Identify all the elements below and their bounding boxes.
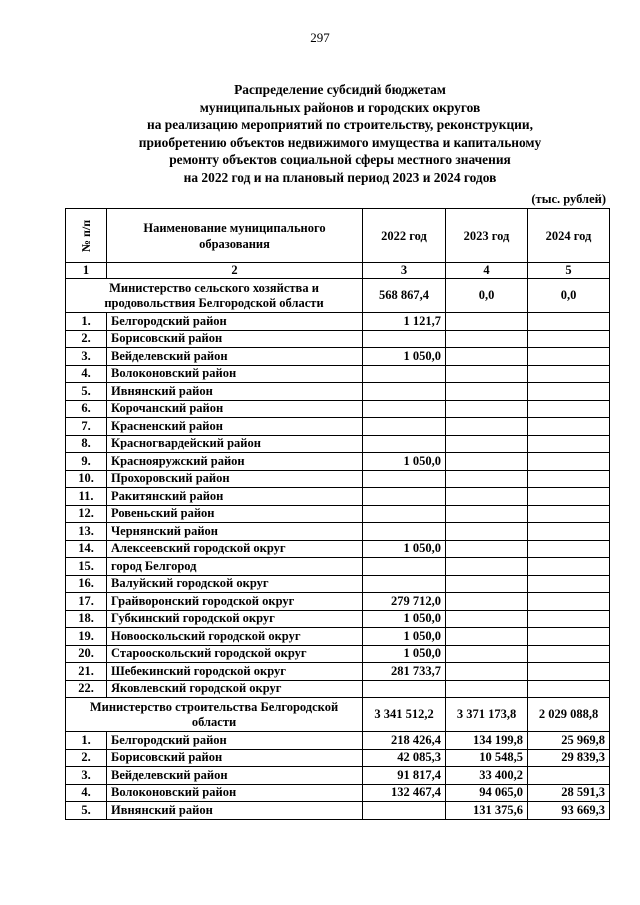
ministry-row bbox=[66, 279, 610, 313]
municipality-name: Ракитянский район bbox=[107, 488, 363, 506]
ministry-total-2023: 0,0 bbox=[446, 279, 528, 313]
column-number: 5 bbox=[528, 263, 610, 279]
municipality-name: Волоконовский район bbox=[107, 784, 363, 802]
row-number: 20. bbox=[66, 645, 107, 663]
municipality-name: Красненский район bbox=[107, 418, 363, 436]
row-number: 8. bbox=[66, 435, 107, 453]
amount-2024: 25 969,8 bbox=[528, 732, 610, 750]
amount-2024 bbox=[528, 558, 610, 576]
amount-2024 bbox=[528, 593, 610, 611]
table-header-row bbox=[66, 209, 610, 263]
amount-2023 bbox=[446, 593, 528, 611]
row-number: 16. bbox=[66, 575, 107, 593]
municipality-name: Краснояружский район bbox=[107, 453, 363, 471]
table-row bbox=[66, 593, 610, 611]
municipality-name: Старооскольский городской округ bbox=[107, 645, 363, 663]
table-row bbox=[66, 663, 610, 681]
municipality-name: Прохоровский район bbox=[107, 470, 363, 488]
row-number: 19. bbox=[66, 628, 107, 646]
municipality-name: Грайворонский городской округ bbox=[107, 593, 363, 611]
amount-2024: 29 839,3 bbox=[528, 749, 610, 767]
municipality-name: Ивнянский район bbox=[107, 383, 363, 401]
amount-2023 bbox=[446, 505, 528, 523]
row-number: 1. bbox=[66, 313, 107, 331]
title-line: на реализацию мероприятий по строительству, реконструкции, bbox=[147, 117, 533, 132]
amount-2023 bbox=[446, 383, 528, 401]
table-row bbox=[66, 628, 610, 646]
amount-2022: 1 050,0 bbox=[363, 628, 446, 646]
amount-2023 bbox=[446, 523, 528, 541]
municipality-name: Новооскольский городской округ bbox=[107, 628, 363, 646]
row-number: 6. bbox=[66, 400, 107, 418]
municipality-name: Борисовский район bbox=[107, 330, 363, 348]
amount-2023 bbox=[446, 680, 528, 698]
amount-2023 bbox=[446, 610, 528, 628]
page-number: 297 bbox=[310, 30, 330, 45]
table-row bbox=[66, 313, 610, 331]
amount-2023: 10 548,5 bbox=[446, 749, 528, 767]
table-row bbox=[66, 575, 610, 593]
amount-2022 bbox=[363, 488, 446, 506]
ministry-total-2023: 3 371 173,8 bbox=[446, 698, 528, 732]
table-row bbox=[66, 802, 610, 820]
row-number: 1. bbox=[66, 732, 107, 750]
amount-2022: 1 050,0 bbox=[363, 348, 446, 366]
ministry-total-2024: 2 029 088,8 bbox=[528, 698, 610, 732]
amount-2022: 1 050,0 bbox=[363, 610, 446, 628]
municipality-name: город Белгород bbox=[107, 558, 363, 576]
row-number: 10. bbox=[66, 470, 107, 488]
amount-2024 bbox=[528, 400, 610, 418]
amount-2022 bbox=[363, 418, 446, 436]
row-number: 7. bbox=[66, 418, 107, 436]
municipality-name: Белгородский район bbox=[107, 732, 363, 750]
amount-2023 bbox=[446, 558, 528, 576]
amount-2022 bbox=[363, 383, 446, 401]
amount-2024 bbox=[528, 330, 610, 348]
column-number: 1 bbox=[66, 263, 107, 279]
amount-2023 bbox=[446, 575, 528, 593]
table-row bbox=[66, 505, 610, 523]
amount-2023 bbox=[446, 435, 528, 453]
row-number: 14. bbox=[66, 540, 107, 558]
amount-2022 bbox=[363, 470, 446, 488]
row-number: 2. bbox=[66, 330, 107, 348]
amount-2023 bbox=[446, 663, 528, 681]
amount-2024 bbox=[528, 505, 610, 523]
amount-2023 bbox=[446, 540, 528, 558]
amount-2024 bbox=[528, 610, 610, 628]
amount-2022: 1 050,0 bbox=[363, 453, 446, 471]
title-line: на 2022 год и на плановый период 2023 и 2024 годов bbox=[183, 169, 497, 185]
amount-2024 bbox=[528, 435, 610, 453]
table-row bbox=[66, 732, 610, 750]
table-row bbox=[66, 645, 610, 663]
row-number: 12. bbox=[66, 505, 107, 523]
amount-2024 bbox=[528, 383, 610, 401]
table-row bbox=[66, 383, 610, 401]
amount-2022 bbox=[363, 400, 446, 418]
table-row bbox=[66, 435, 610, 453]
amount-2022: 42 085,3 bbox=[363, 749, 446, 767]
header-2022: 2022 год bbox=[363, 209, 446, 263]
amount-2022: 1 121,7 bbox=[363, 313, 446, 331]
municipality-name: Ровеньский район bbox=[107, 505, 363, 523]
municipality-name: Ивнянский район bbox=[107, 802, 363, 820]
row-number: 9. bbox=[66, 453, 107, 471]
table-row bbox=[66, 540, 610, 558]
amount-2022: 132 467,4 bbox=[363, 784, 446, 802]
amount-2022 bbox=[363, 680, 446, 698]
amount-2022 bbox=[363, 802, 446, 820]
amount-2024 bbox=[528, 663, 610, 681]
table-row bbox=[66, 488, 610, 506]
amount-2022: 91 817,4 bbox=[363, 767, 446, 785]
table-row bbox=[66, 400, 610, 418]
table-row bbox=[66, 767, 610, 785]
amount-2024 bbox=[528, 313, 610, 331]
amount-2024 bbox=[528, 680, 610, 698]
header-2024: 2024 год bbox=[528, 209, 610, 263]
municipality-name: Корочанский район bbox=[107, 400, 363, 418]
amount-2023 bbox=[446, 348, 528, 366]
column-number-row bbox=[66, 263, 610, 279]
row-number: 3. bbox=[66, 767, 107, 785]
document-title bbox=[60, 81, 620, 186]
ministry-row bbox=[66, 698, 610, 732]
amount-2022 bbox=[363, 365, 446, 383]
table-row bbox=[66, 453, 610, 471]
municipality-name: Валуйский городской округ bbox=[107, 575, 363, 593]
amount-2022 bbox=[363, 575, 446, 593]
amount-2024 bbox=[528, 523, 610, 541]
header-name: Наименование муниципального образования bbox=[107, 209, 363, 263]
subsidy-table bbox=[65, 208, 610, 820]
amount-2023 bbox=[446, 470, 528, 488]
amount-2024 bbox=[528, 348, 610, 366]
municipality-name: Яковлевский городской округ bbox=[107, 680, 363, 698]
municipality-name: Вейделевский район bbox=[107, 767, 363, 785]
amount-2023: 33 400,2 bbox=[446, 767, 528, 785]
amount-2023: 94 065,0 bbox=[446, 784, 528, 802]
municipality-name: Красногвардейский район bbox=[107, 435, 363, 453]
amount-2022: 218 426,4 bbox=[363, 732, 446, 750]
row-number: 2. bbox=[66, 749, 107, 767]
table-row bbox=[66, 365, 610, 383]
table-row bbox=[66, 749, 610, 767]
municipality-name: Белгородский район bbox=[107, 313, 363, 331]
row-number: 17. bbox=[66, 593, 107, 611]
amount-2023 bbox=[446, 330, 528, 348]
title-line: муниципальных районов и городских округов bbox=[199, 99, 481, 115]
amount-2023 bbox=[446, 365, 528, 383]
table-row bbox=[66, 470, 610, 488]
row-number: 4. bbox=[66, 784, 107, 802]
ministry-total-2022: 568 867,4 bbox=[363, 279, 446, 313]
amount-2023 bbox=[446, 418, 528, 436]
table-row bbox=[66, 523, 610, 541]
row-number: 5. bbox=[66, 802, 107, 820]
row-number: 3. bbox=[66, 348, 107, 366]
amount-2023 bbox=[446, 488, 528, 506]
amount-2023 bbox=[446, 645, 528, 663]
amount-2024: 93 669,3 bbox=[528, 802, 610, 820]
amount-2023 bbox=[446, 628, 528, 646]
table-body bbox=[66, 279, 610, 820]
amount-2022 bbox=[363, 523, 446, 541]
amount-2024 bbox=[528, 575, 610, 593]
amount-2024 bbox=[528, 453, 610, 471]
title-line: Распределение субсидий бюджетам bbox=[234, 82, 446, 97]
row-number: 22. bbox=[66, 680, 107, 698]
row-number: 21. bbox=[66, 663, 107, 681]
amount-2023 bbox=[446, 313, 528, 331]
units-label: (тыс. рублей) bbox=[531, 192, 606, 206]
amount-2024 bbox=[528, 767, 610, 785]
table-row bbox=[66, 418, 610, 436]
amount-2023 bbox=[446, 400, 528, 418]
row-number: 15. bbox=[66, 558, 107, 576]
table-row bbox=[66, 680, 610, 698]
amount-2022: 281 733,7 bbox=[363, 663, 446, 681]
column-number: 4 bbox=[446, 263, 528, 279]
amount-2024 bbox=[528, 470, 610, 488]
amount-2024 bbox=[528, 540, 610, 558]
row-number: 5. bbox=[66, 383, 107, 401]
municipality-name: Волоконовский район bbox=[107, 365, 363, 383]
amount-2022 bbox=[363, 558, 446, 576]
table-row bbox=[66, 558, 610, 576]
ministry-name: Министерство сельского хозяйства и продовольствия Белгородской области bbox=[66, 279, 363, 313]
table-row bbox=[66, 784, 610, 802]
amount-2023 bbox=[446, 453, 528, 471]
municipality-name: Шебекинский городской округ bbox=[107, 663, 363, 681]
row-number: 11. bbox=[66, 488, 107, 506]
column-number: 3 bbox=[363, 263, 446, 279]
municipality-name: Алексеевский городской округ bbox=[107, 540, 363, 558]
amount-2024 bbox=[528, 365, 610, 383]
row-number: 18. bbox=[66, 610, 107, 628]
amount-2024 bbox=[528, 488, 610, 506]
municipality-name: Вейделевский район bbox=[107, 348, 363, 366]
amount-2022 bbox=[363, 330, 446, 348]
amount-2024 bbox=[528, 645, 610, 663]
header-num: № п/п bbox=[66, 209, 107, 263]
amount-2024: 28 591,3 bbox=[528, 784, 610, 802]
row-number: 4. bbox=[66, 365, 107, 383]
ministry-name: Министерство строительства Белгородской области bbox=[66, 698, 363, 732]
table-row bbox=[66, 330, 610, 348]
amount-2022 bbox=[363, 505, 446, 523]
ministry-total-2022: 3 341 512,2 bbox=[363, 698, 446, 732]
row-number: 13. bbox=[66, 523, 107, 541]
amount-2024 bbox=[528, 628, 610, 646]
municipality-name: Губкинский городской округ bbox=[107, 610, 363, 628]
title-line: приобретению объектов недвижимого имущества и капитальному bbox=[138, 134, 542, 150]
amount-2022 bbox=[363, 435, 446, 453]
amount-2023: 131 375,6 bbox=[446, 802, 528, 820]
column-number: 2 bbox=[107, 263, 363, 279]
amount-2023: 134 199,8 bbox=[446, 732, 528, 750]
table-row bbox=[66, 348, 610, 366]
municipality-name: Чернянский район bbox=[107, 523, 363, 541]
amount-2024 bbox=[528, 418, 610, 436]
table-row bbox=[66, 610, 610, 628]
amount-2022: 279 712,0 bbox=[363, 593, 446, 611]
amount-2022: 1 050,0 bbox=[363, 645, 446, 663]
amount-2022: 1 050,0 bbox=[363, 540, 446, 558]
header-2023: 2023 год bbox=[446, 209, 528, 263]
title-line: ремонту объектов социальной сферы местного значения bbox=[169, 152, 511, 167]
ministry-total-2024: 0,0 bbox=[528, 279, 610, 313]
municipality-name: Борисовский район bbox=[107, 749, 363, 767]
